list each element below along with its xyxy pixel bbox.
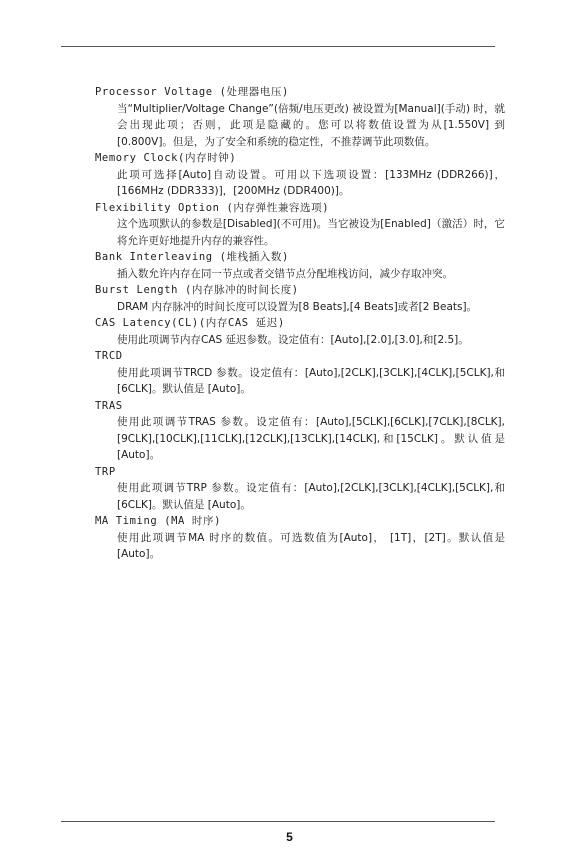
setting-description: 使用此项调节MA 时序的数值。可选数值为[Auto]， [1T]，[2T]。默认值是 [Auto]。 [117, 531, 505, 560]
setting-term: Memory Clock(内存时钟) [95, 152, 237, 164]
setting-term: Bank Interleaving (堆栈插入数) [95, 251, 289, 263]
setting-description: 此项可选择[Auto]自动设置。可用以下选项设置：[133MHz (DDR266)]，[166MHz (DDR333)]，[200MHz (DDR400)]。 [117, 168, 505, 197]
setting-term: TRP [95, 465, 116, 478]
setting-flexibility-option [95, 200, 505, 250]
setting-term: CAS Latency(CL)(内存CAS 延迟) [95, 317, 285, 329]
setting-trp [95, 464, 505, 514]
page-number: 5 [286, 830, 293, 844]
bios-settings-list [95, 84, 505, 563]
setting-processor-voltage [95, 84, 505, 150]
setting-term: Flexibility Option (内存弹性兼容选项) [95, 201, 330, 214]
setting-description: 插入数允许内存在同一节点或者交错节点分配堆栈访问，减少存取冲突。 [117, 267, 453, 280]
setting-description: 当“Multiplier/Voltage Change”(倍频/电压更改) 被设置为[Manual](手动) 时，就会出现此项；否则，此项是隐藏的。您可以将数值设置为从[1.550V] 到[0.800V]。但是，为了安全和系统的稳定性，不推荐调节此项数值。 [117, 102, 505, 148]
setting-cas-latency [95, 315, 505, 348]
setting-description: 使用此项调节内存CAS 延迟参数。设定值有：[Auto],[2.0],[3.0],和[2.5]。 [117, 333, 469, 346]
setting-term: TRCD [95, 350, 123, 362]
setting-term: Processor Voltage (处理器电压) [95, 86, 289, 98]
setting-tras [95, 398, 505, 464]
setting-description: 使用此项调节TRCD 参数。设定值有：[Auto],[2CLK],[3CLK],[4CLK],[5CLK],和[6CLK]。默认值是 [Auto]。 [117, 366, 505, 395]
setting-memory-clock [95, 150, 505, 200]
setting-trcd [95, 348, 505, 398]
setting-description: DRAM 内存脉冲的时间长度可以设置为[8 Beats],[4 Beats]或者[2 Beats]。 [117, 300, 478, 313]
setting-term: Burst Length (内存脉冲的时间长度) [95, 284, 299, 296]
setting-bank-interleaving [95, 249, 505, 282]
setting-burst-length [95, 282, 505, 315]
setting-term: MA Timing (MA 时序) [95, 515, 222, 527]
setting-description: 使用此项调节TRAS 参数。设定值有：[Auto],[5CLK],[6CLK],[7CLK],[8CLK],[9CLK],[10CLK],[11CLK],[12CLK],[13CLK],[14CLK],和[15CLK]。默认值是 [Auto]。 [117, 416, 505, 461]
setting-ma-timing [95, 513, 505, 563]
setting-term: TRAS [95, 399, 123, 412]
setting-description: 这个选项默认的参数是[Disabled](不可用)。当它被设为[Enabled]（激活）时，它将允许更好地提升内存的兼容性。 [117, 218, 505, 247]
header-divider [61, 46, 495, 47]
setting-description: 使用此项调节TRP 参数。设定值有：[Auto],[2CLK],[3CLK],[4CLK],[5CLK],和[6CLK]。默认值是 [Auto]。 [117, 482, 505, 511]
footer-divider [61, 821, 495, 822]
